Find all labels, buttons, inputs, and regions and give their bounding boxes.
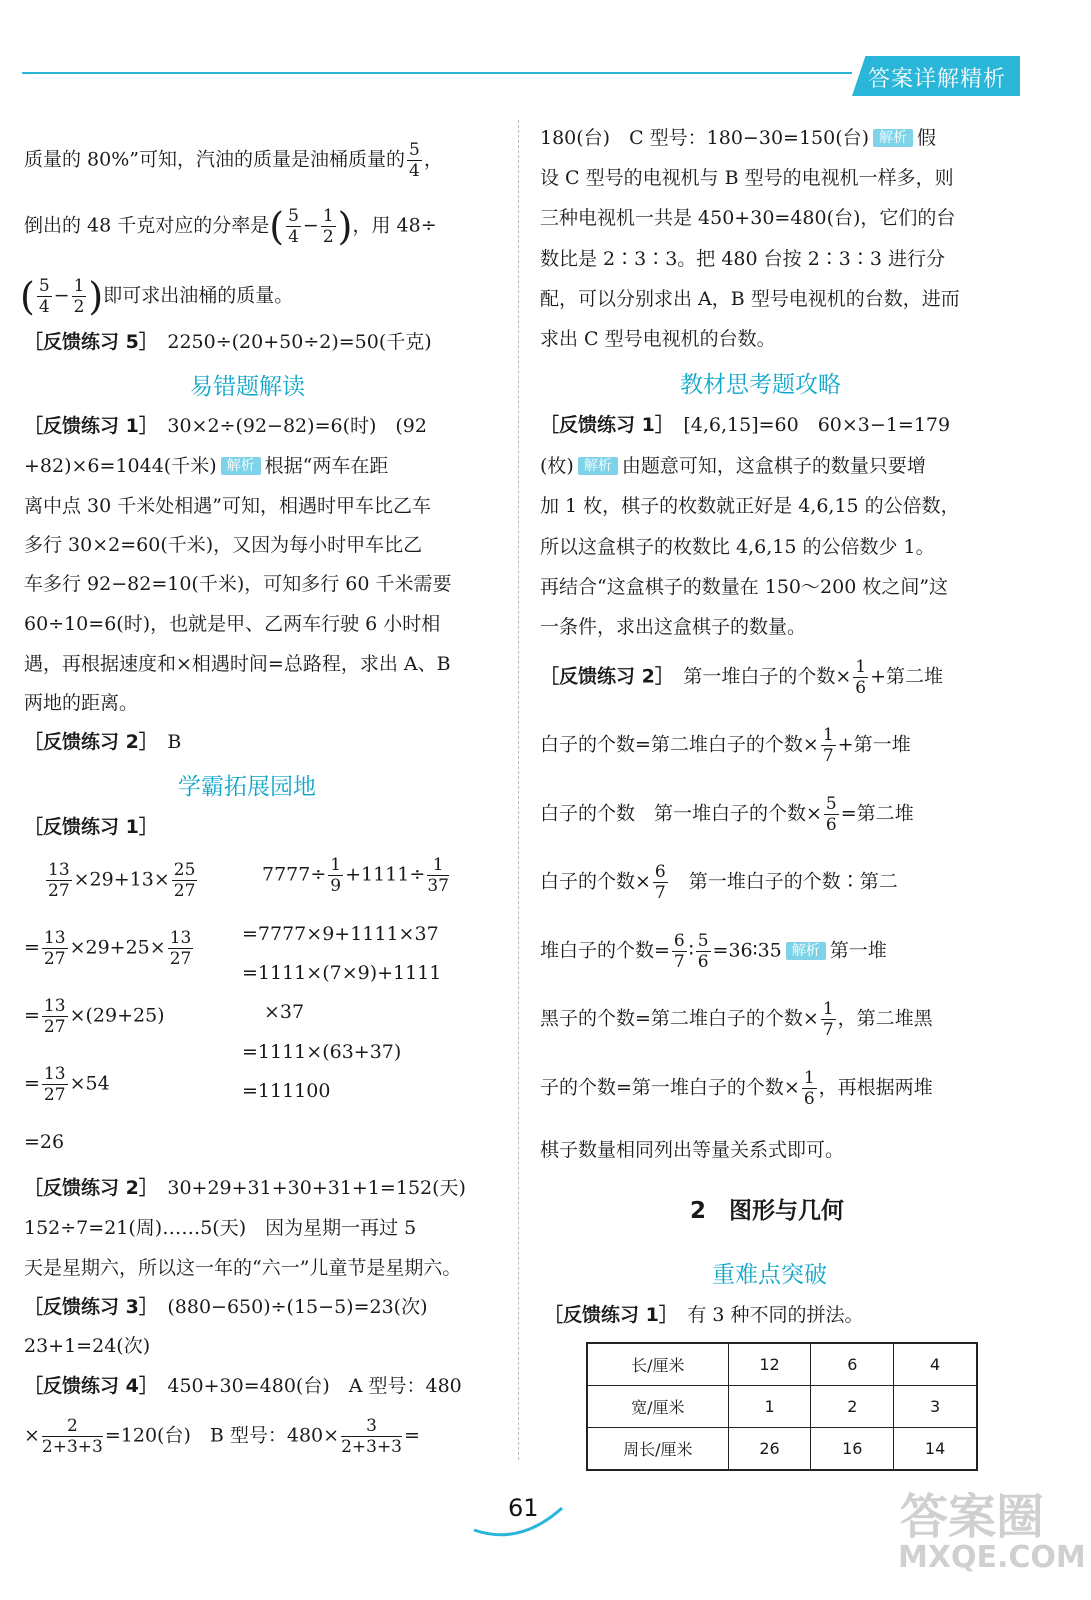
calc-right-2: =7777×9+1111×37 xyxy=(242,923,439,945)
textbook-1-line-5: 再结合“这盒棋子的数量在 150～200 枚之间”这 xyxy=(540,576,949,598)
mistake-2: ［反馈练习 2］ B xyxy=(24,731,182,753)
analysis-badge: 解析 xyxy=(221,457,261,475)
watermark-url: MXQE.COM xyxy=(898,1540,1086,1575)
page-number: 61 xyxy=(508,1494,539,1522)
ext-4-line-2: × $\frac{2}{2+3+3}$ =120(台) B 型号：480× $\frac{3}{2+3+3}$ = xyxy=(24,1416,420,1457)
calc-right-4: ×37 xyxy=(264,1001,305,1023)
right-line-2: 设 C 型号的电视机与 B 型号的电视机一样多，则 xyxy=(540,167,954,189)
frac-5-4: $\frac{5}{4}$ xyxy=(288,206,299,247)
mistake-1-line-7: 遇，再根据速度和×相遇时间=总路程，求出 A、B xyxy=(24,653,451,675)
calc-right-5: =1111×(63+37) xyxy=(242,1041,402,1063)
calc-left-1: $\frac{13}{27}$ ×29+13× $\frac{25}{27}$ xyxy=(48,860,196,901)
chapter-title: 2 图形与几何 xyxy=(690,1198,845,1224)
ext-2-line-2: 152÷7=21(周)……5(天) 因为星期一再过 5 xyxy=(24,1217,417,1239)
calc-right-6: =111100 xyxy=(242,1080,331,1102)
right-line-4: 数比是 2∶3∶3。把 480 台按 2∶3∶3 进行分 xyxy=(540,248,945,270)
ext-3-line-2: 23+1=24(次) xyxy=(24,1335,151,1357)
analysis-badge: 解析 xyxy=(578,457,618,475)
analysis-badge: 解析 xyxy=(873,129,913,147)
calc-left-5: =26 xyxy=(24,1131,65,1153)
right-line-1: 180(台) C 型号：180−30=150(台) 解析 假 xyxy=(540,127,937,149)
textbook-1-line-4: 所以这盒棋子的枚数比 4,6,15 的公倍数少 1。 xyxy=(540,536,935,558)
frac-1-2: $\frac{1}{2}$ xyxy=(322,206,334,247)
mistake-1-line-6: 60÷10=6(时)，也就是甲、乙两车行驶 6 小时相 xyxy=(24,613,441,635)
mistake-1-line-3: 离中点 30 千米处相遇”可知，相遇时甲车比乙车 xyxy=(24,495,431,517)
column-divider xyxy=(518,120,519,1460)
ext-4-line-1: ［反馈练习 4］ 450+30=480(台) A 型号：480 xyxy=(24,1375,462,1397)
mistake-1-line-4: 多行 30×2=60(千米)，又因为每小时甲车比乙 xyxy=(24,534,423,556)
mistake-1-line-5: 车多行 92−82=10(千米)，可知多行 60 千米需要 xyxy=(24,573,452,595)
textbook-2-line-4: 白子的个数× $\frac{6}{7}$ 第一堆白子的个数∶第二 xyxy=(540,862,898,903)
mistake-1-line-2: +82)×6=1044(千米) 解析 根据“两车在距 xyxy=(24,455,389,477)
mistake-1-line-8: 两地的距离。 xyxy=(24,692,139,714)
right-line-3: 三种电视机一共是 450+30=480(台)，它们的台 xyxy=(540,207,956,229)
geometry-1: ［反馈练习 1］ 有 3 种不同的拼法。 xyxy=(544,1304,864,1326)
table-row: 宽/厘米 1 2 3 xyxy=(587,1386,977,1428)
ext-3-line-1: ［反馈练习 3］ (880−650)÷(15−5)=23(次) xyxy=(24,1296,428,1318)
analysis-badge: 解析 xyxy=(786,942,826,960)
textbook-2-line-7: 子的个数=第一堆白子的个数× $\frac{1}{6}$ ，再根据两堆 xyxy=(540,1068,933,1109)
textbook-2-line-8: 棋子数量相同列出等量关系式即可。 xyxy=(540,1139,845,1161)
textbook-2-line-1: ［反馈练习 2］ 第一堆白子的个数× $\frac{1}{6}$ +第二堆 xyxy=(540,657,944,698)
watermark-logo: 答案圈 xyxy=(900,1489,1045,1545)
left-line-1: 质量的 80%”可知，汽油的质量是油桶质量的 $\frac{5}{4}$ ， xyxy=(24,140,443,181)
ext-2-line-1: ［反馈练习 2］ 30+29+31+30+31+1=152(天) xyxy=(24,1177,466,1199)
table-row: 长/厘米 12 6 4 xyxy=(587,1343,977,1386)
mistake-1-line-1: ［反馈练习 1］ 30×2÷(92−82)=6(时) (92 xyxy=(24,415,427,437)
textbook-1-line-3: 加 1 枚，棋子的枚数就正好是 4,6,15 的公倍数， xyxy=(540,495,960,517)
right-line-6: 求出 C 型号电视机的台数。 xyxy=(540,328,776,350)
left-line-3: ( $\frac{5}{4}$ − $\frac{1}{2}$ )即可求出油桶的质量。 xyxy=(20,274,294,319)
textbook-2-line-2: 白子的个数=第二堆白子的个数× $\frac{1}{7}$ +第一堆 xyxy=(540,725,911,766)
calc-right-3: =1111×(7×9)+1111 xyxy=(242,962,442,984)
right-line-5: 配，可以分别求出 A，B 型号电视机的台数，进而 xyxy=(540,288,960,310)
textbook-1-line-6: 一条件，求出这盒棋子的数量。 xyxy=(540,616,807,638)
textbook-2-line-5: 堆白子的个数= $\frac{6}{7}$ ∶ $\frac{5}{6}$ =36∶35 解析 第一堆 xyxy=(540,931,887,972)
ext-2-line-3: 天是星期六，所以这一年的“六一”儿童节是星期六。 xyxy=(24,1257,462,1279)
textbook-2-line-6: 黑子的个数=第二堆白子的个数× $\frac{1}{7}$ ，第二堆黑 xyxy=(540,999,933,1040)
dimensions-table xyxy=(586,1342,978,1471)
calc-right-1: 7777÷ $\frac{1}{9}$ +1111÷ $\frac{1}{37}$ xyxy=(262,855,449,896)
textbook-1-line-2: (枚) 解析 由题意可知，这盒棋子的数量只要增 xyxy=(540,455,926,477)
header-rule xyxy=(22,72,852,74)
textbook-1-line-1: ［反馈练习 1］ [4,6,15]=60 60×3−1=179 xyxy=(540,414,951,436)
calc-left-2: = $\frac{13}{27}$ ×29+25× $\frac{13}{27}$ xyxy=(24,928,192,969)
section-title-textbook: 教材思考题攻略 xyxy=(680,372,841,398)
page-number-swoosh xyxy=(470,1500,570,1540)
frac-5-4: $\frac{5}{4}$ xyxy=(38,276,50,317)
table-row: 周长/厘米 26 16 14 xyxy=(587,1428,977,1471)
section-title-extension: 学霸拓展园地 xyxy=(178,774,316,800)
calc-left-4: = $\frac{13}{27}$ ×54 xyxy=(24,1064,110,1105)
section-title-mistakes: 易错题解读 xyxy=(190,374,305,400)
frac-5-4: $\frac{5}{4}$ xyxy=(409,140,420,181)
ext-1-tag: ［反馈练习 1］ xyxy=(24,816,158,838)
calc-left-3: = $\frac{13}{27}$ ×(29+25) xyxy=(24,996,165,1037)
header-title: 答案详解精析 xyxy=(868,67,1007,92)
left-line-2: 倒出的 48 千克对应的分率是( $\frac{5}{4}$ − $\frac{1}{2}$ )，用 48÷ xyxy=(24,204,437,249)
textbook-2-line-3: 白子的个数 第一堆白子的个数× $\frac{5}{6}$ =第二堆 xyxy=(540,794,914,835)
frac-1-2: $\frac{1}{2}$ xyxy=(73,276,85,317)
section-title-key-points: 重难点突破 xyxy=(712,1262,827,1288)
feedback-5: ［反馈练习 5］ 2250÷(20+50÷2)=50(千克) xyxy=(24,331,432,353)
